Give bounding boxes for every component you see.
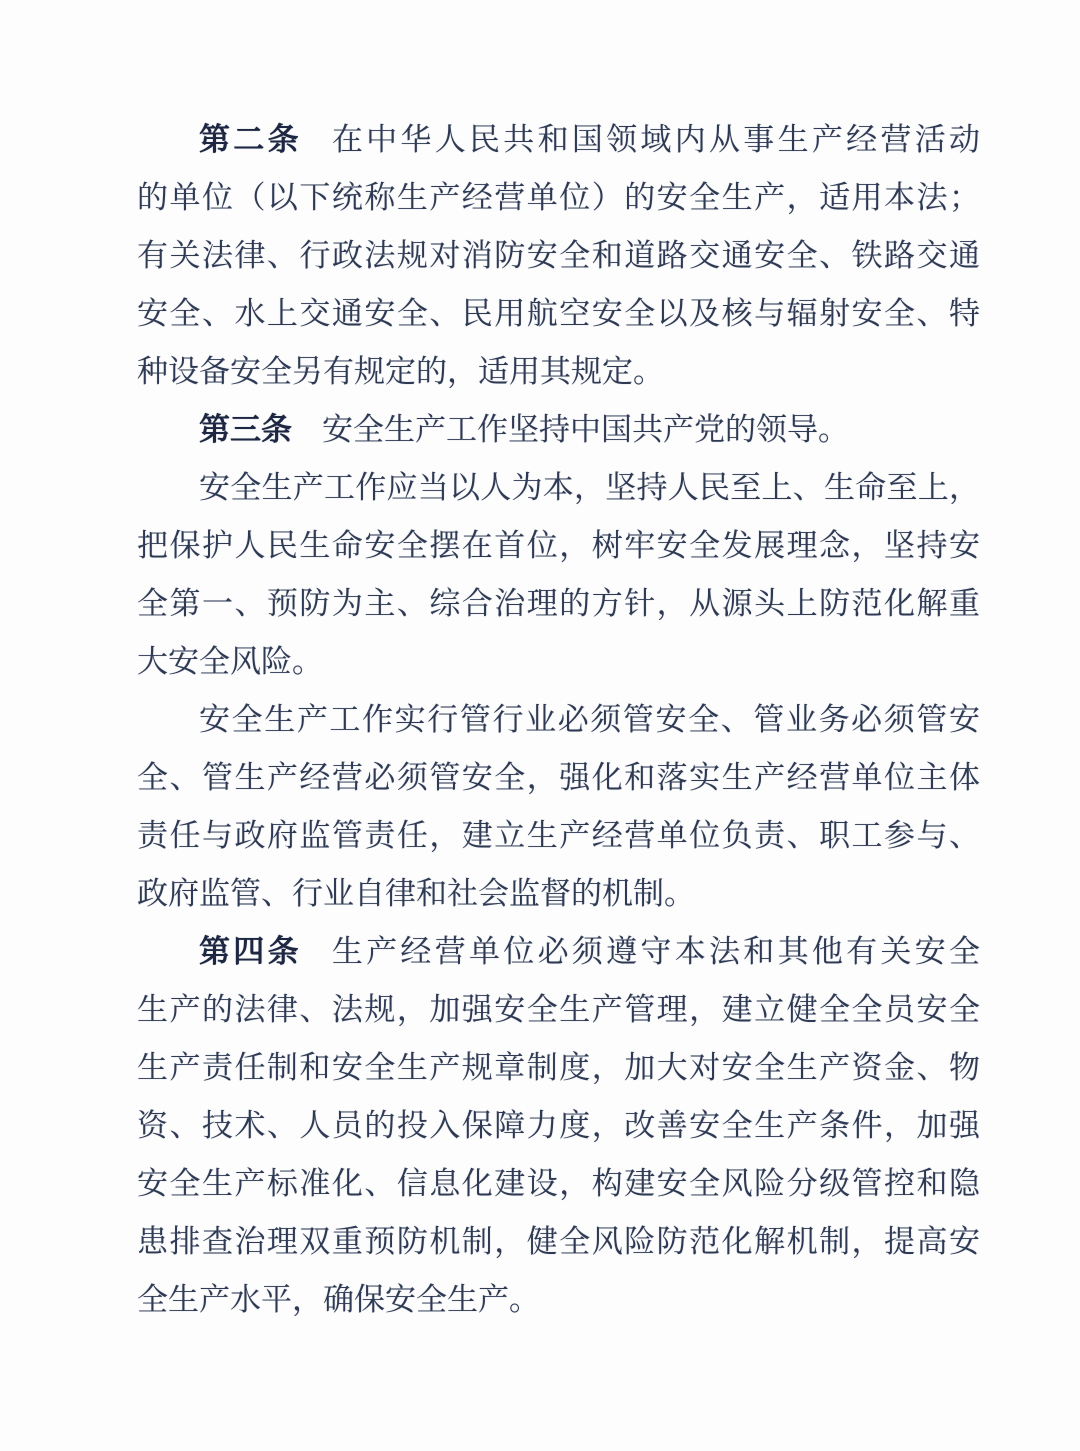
line-text: 把保护人民生命安全摆在首位，树牢安全发展理念，坚持安 [137,528,980,564]
line-text: 大安全风险。 [137,644,323,680]
text-line [137,691,980,749]
line-text: 责任与政府监管责任，建立生产经营单位负责、职工参与、 [137,818,980,854]
text-line [137,169,980,227]
line-text: 患排查治理双重预防机制，健全风险防范化解机制，提高安 [137,1224,980,1260]
line-text: 政府监管、行业自律和社会监督的机制。 [137,876,695,912]
text-line [137,1097,980,1155]
text-line [137,1271,980,1329]
line-text: 的单位（以下统称生产经营单位）的安全生产，适用本法； [137,180,980,216]
text-line [137,111,980,169]
text-line [137,1039,980,1097]
text-line [137,633,980,691]
line-text: 生产责任制和安全生产规章制度，加大对安全生产资金、物 [137,1050,980,1086]
line-text: 全、管生产经营必须管安全，强化和落实生产经营单位主体 [137,760,980,796]
line-text: 资、技术、人员的投入保障力度，改善安全生产条件，加强 [137,1108,980,1144]
line-text: 安全生产工作坚持中国共产党的领导。 [322,412,849,448]
text-line [137,575,980,633]
line-text: 全第一、预防为主、综合治理的方针，从源头上防范化解重 [137,586,980,622]
line-text: 安全生产标准化、信息化建设，构建安全风险分级管控和隐 [137,1166,980,1202]
text-line [137,807,980,865]
line-text: 安全生产工作实行管行业必须管安全、管业务必须管安 [199,702,980,738]
text-line [137,923,980,981]
line-text: 有关法律、行政法规对消防安全和道路交通安全、铁路交通 [137,238,980,274]
text-line [137,1155,980,1213]
text-line [137,227,980,285]
text-line [137,285,980,343]
text-line [137,401,980,459]
line-text: 全生产水平，确保安全生产。 [137,1282,540,1318]
line-text: 安全生产工作应当以人为本，坚持人民至上、生命至上， [199,470,980,506]
article-number: 第二条 [199,122,302,158]
text-line [137,865,980,923]
text-line [137,981,980,1039]
text-line [137,459,980,517]
text-line [137,343,980,401]
line-text: 在中华人民共和国领域内从事生产经营活动 [331,122,981,158]
line-text: 种设备安全另有规定的，适用其规定。 [137,354,664,390]
text-line [137,1213,980,1271]
line-text: 生产的法律、法规，加强安全生产管理，建立健全全员安全 [137,992,980,1028]
article-number: 第三条 [199,412,292,448]
line-text: 生产经营单位必须遵守本法和其他有关安全 [331,934,981,970]
article-number: 第四条 [199,934,302,970]
line-text: 安全、水上交通安全、民用航空安全以及核与辐射安全、特 [137,296,980,332]
text-line [137,749,980,807]
text-line [137,517,980,575]
